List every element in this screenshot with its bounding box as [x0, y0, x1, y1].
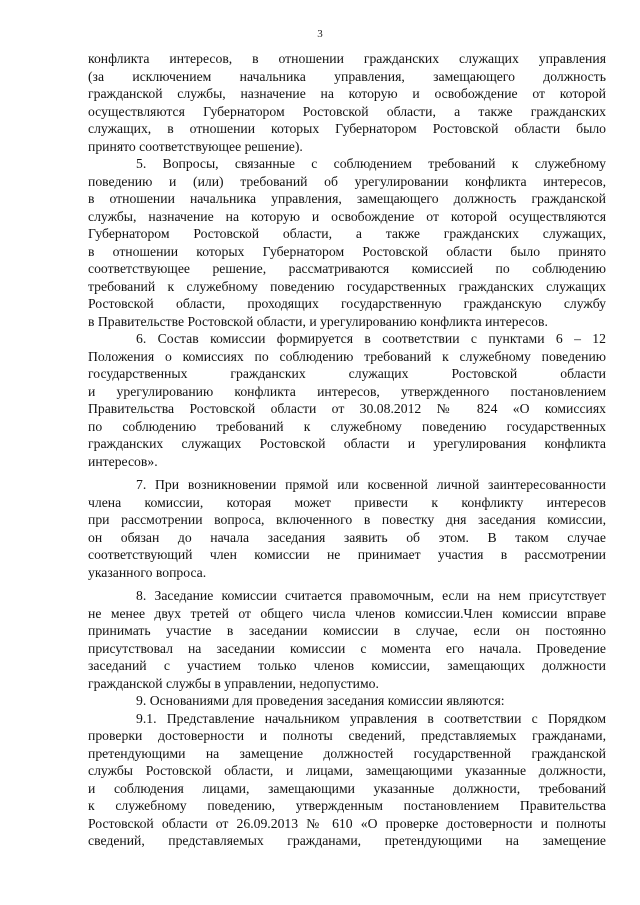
- paragraph-9-1: [88, 710, 606, 850]
- text-line: он обязан до начала заседания заявить об этом. В таком случае: [88, 529, 606, 545]
- text-line: Ростовской области от 26.09.2013 № 610 «О проверке достоверности и полноты: [88, 815, 606, 831]
- text-line: гражданской службы, назначение на которую и освобождение от которой: [88, 86, 606, 101]
- text-line: и урегулированию конфликта интересов, утвержденного постановлением: [88, 383, 606, 399]
- text-line: принимать участие в заседании комиссии в случае, если он постоянно: [88, 623, 606, 638]
- paragraph-4-continuation: [88, 50, 606, 155]
- text-line: в отношении начальника управления, замещающего должность гражданской: [88, 191, 606, 206]
- text-line: по соблюдению требований к служебному поведению государственных: [88, 418, 606, 434]
- text-line: Положения о комиссиях по соблюдению требований к служебному поведению: [88, 348, 606, 364]
- text-line: 6. Состав комиссии формируется в соответствии с пунктами 6 – 12: [136, 331, 606, 346]
- text-line: не менее двух третей от общего числа членов комиссии.Член комиссии вправе: [88, 605, 606, 621]
- text-line: в Правительстве Ростовской области, и урегулированию конфликта интересов.: [88, 313, 548, 329]
- text-line: интересов».: [88, 453, 158, 469]
- document-body: [88, 50, 606, 850]
- text-line: Правительства Ростовской области от 30.08.2012 № 824 «О комиссиях: [88, 401, 606, 416]
- text-line: Ростовской области, проходящих государственную гражданскую службу: [88, 296, 606, 311]
- text-line: сведений, представляемых гражданами, претендующими на замещение: [88, 833, 606, 848]
- paragraph-8: [88, 587, 606, 692]
- text-line: 7. При возникновении прямой или косвенной личной заинтересованности: [136, 477, 606, 492]
- text-line: 9. Основаниями для проведения заседания комиссии являются:: [136, 693, 505, 708]
- paragraph-6: [88, 330, 606, 470]
- paragraph-7: [88, 476, 606, 581]
- text-line: службы, назначение на которую и освобождение от которой осуществляются: [88, 208, 606, 224]
- paragraph-9: [88, 692, 606, 710]
- text-line: служащих, в отношении которых Губернатором Ростовской области было: [88, 121, 606, 136]
- text-line: службы Ростовской области, и лицами, замещающими указанные должности,: [88, 763, 606, 778]
- text-line: поведению и (или) требований об урегулировании конфликта интересов,: [88, 173, 606, 189]
- text-line: заседаний с участием только членов комиссии, замещающих должности: [88, 658, 606, 673]
- text-line: требований к служебному поведению государственных гражданских служащих: [88, 278, 606, 294]
- text-line: принято соответствующее решение).: [88, 138, 303, 154]
- text-line: 9.1. Представление начальником управления в соответствии с Порядком: [136, 710, 606, 726]
- text-line: и соблюдения лицами, замещающими указанные должности, требований: [88, 780, 606, 796]
- text-line: Губернатором Ростовской области, а также гражданских служащих,: [88, 226, 606, 241]
- text-line: в отношении которых Губернатором Ростовской области было принято: [88, 243, 606, 259]
- text-line: 8. Заседание комиссии считается правомочным, если на нем присутствует: [136, 588, 606, 603]
- text-line: соответствующий член комиссии не принимает участия в рассмотрении: [88, 547, 606, 562]
- text-line: соответствующее решение, рассматриваются комиссией по соблюдению: [88, 261, 606, 276]
- paragraph-5: [88, 155, 606, 330]
- text-line: члена комиссии, которая может привести к конфликту интересов: [88, 494, 606, 510]
- text-line: конфликта интересов, в отношении гражданских служащих управления: [88, 51, 606, 66]
- text-line: гражданской службы в управлении, недопустимо.: [88, 675, 379, 691]
- page-number: 3: [317, 28, 323, 40]
- text-line: к служебному поведению, утвержденным постановлением Правительства: [88, 798, 606, 813]
- text-line: (за исключением начальника управления, замещающего должность: [88, 68, 606, 84]
- text-line: претендующими на замещение должностей государственной гражданской: [88, 745, 606, 761]
- text-line: указанного вопроса.: [88, 564, 207, 580]
- text-line: 5. Вопросы, связанные с соблюдением требований к служебному: [136, 156, 606, 171]
- text-line: проверки достоверности и полноты сведений, представляемых гражданами,: [88, 728, 606, 743]
- text-line: гражданских служащих Ростовской области и урегулирования конфликта: [88, 436, 606, 451]
- text-line: присутствовал на заседании комиссии с момента его начала. Проведение: [88, 640, 606, 656]
- text-line: осуществляются Губернатором Ростовской области, а также гражданских: [88, 103, 606, 119]
- text-line: при рассмотрении вопроса, включенного в повестку дня заседания комиссии,: [88, 512, 606, 527]
- text-line: государственных гражданских служащих Ростовской области: [88, 366, 606, 381]
